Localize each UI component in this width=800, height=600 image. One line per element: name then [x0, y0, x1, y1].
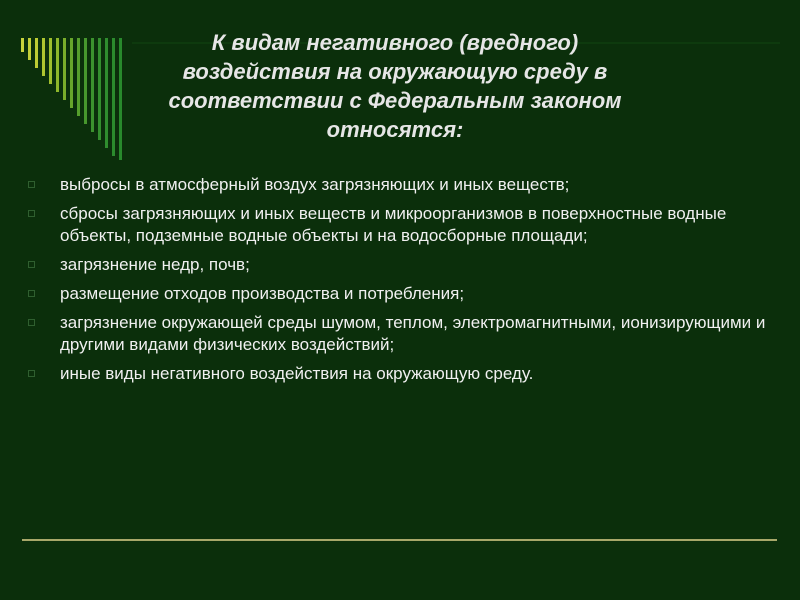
- stripe-decoration: [49, 38, 52, 84]
- stripe-decoration: [98, 38, 101, 140]
- slide-title: К видам негативного (вредного) воздействия на окружающую среду в соответствии с Федеральным законом относятся:: [168, 30, 622, 142]
- stripe-decoration: [56, 38, 59, 92]
- bottom-rule: [22, 539, 777, 541]
- stripe-decoration: [70, 38, 73, 108]
- list-item: [26, 312, 766, 356]
- stripe-decoration: [21, 38, 24, 52]
- list-item: [26, 283, 766, 305]
- stripe-decoration: [28, 38, 31, 60]
- bullet-list: [26, 174, 766, 392]
- hollow-square-bullet-icon: [28, 290, 35, 297]
- stripe-decoration: [119, 38, 122, 160]
- stripe-decoration: [77, 38, 80, 116]
- list-item: [26, 363, 766, 385]
- stripe-decoration: [105, 38, 108, 148]
- list-item: [26, 203, 766, 247]
- hollow-square-bullet-icon: [28, 261, 35, 268]
- list-item-text: загрязнение недр, почв;: [60, 255, 250, 274]
- list-item-text: иные виды негативного воздействия на окружающую среду.: [60, 364, 534, 383]
- list-item-text: загрязнение окружающей среды шумом, теплом, электромагнитными, ионизирующими и другими видами физических воздействий;: [60, 313, 766, 354]
- list-item: [26, 174, 766, 196]
- stripes-decoration: [21, 38, 131, 163]
- stripe-decoration: [63, 38, 66, 100]
- list-item: [26, 254, 766, 276]
- stripe-decoration: [91, 38, 94, 132]
- hollow-square-bullet-icon: [28, 210, 35, 217]
- stripe-decoration: [42, 38, 45, 76]
- stripe-decoration: [84, 38, 87, 124]
- list-item-text: выбросы в атмосферный воздух загрязняющих и иных веществ;: [60, 175, 570, 194]
- hollow-square-bullet-icon: [28, 319, 35, 326]
- stripe-decoration: [35, 38, 38, 68]
- stripe-decoration: [112, 38, 115, 156]
- list-item-text: сбросы загрязняющих и иных веществ и микроорганизмов в поверхностные водные объекты, подземные водные объекты и на водосборные площади;: [60, 204, 727, 245]
- hollow-square-bullet-icon: [28, 370, 35, 377]
- hollow-square-bullet-icon: [28, 181, 35, 188]
- list-item-text: размещение отходов производства и потребления;: [60, 284, 465, 303]
